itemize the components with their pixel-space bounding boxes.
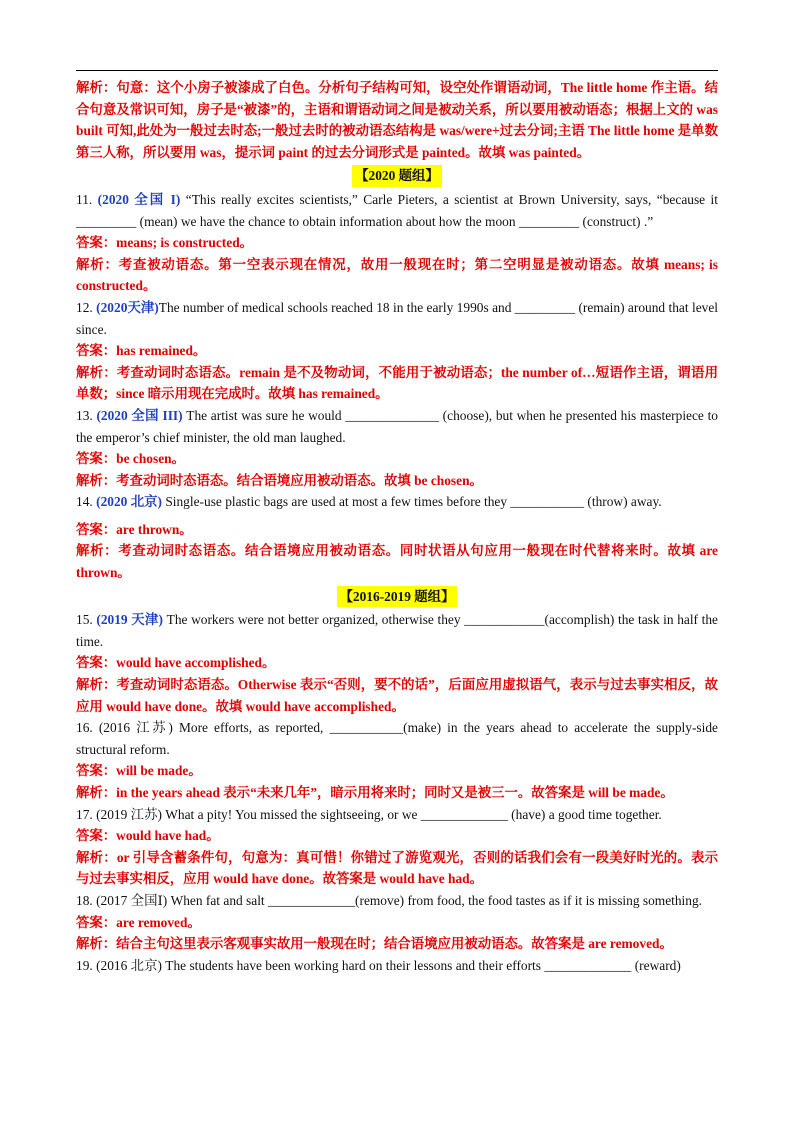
- intro-analysis: 解析：句意：这个小房子被漆成了白色。分析句子结构可知，设空处作谓语动词，The little home 作主语。结合句意及常识可知，房子是“被漆”的，主语和谓语动词之间是被动关系，所以要用被动语态；根据上文的 was built 可知,此处为一般过去时态;一般过去时的被动语态结构是 was/were+过去分词;主语 The little home 是单数第三人称，所以要用 was，提示词 paint 的过去分词形式是 painted。故填 was painted。: [76, 80, 718, 160]
- question-11: [76, 189, 718, 232]
- question-source: (2019 天津): [96, 612, 164, 628]
- analysis-14: 解析：考查动词时态语态。结合语境应用被动语态。同时状语从句应用一般现在时代替将来时。故填 are thrown。: [76, 543, 718, 581]
- answer-16: 答案：will be made。: [76, 763, 202, 779]
- section-label: 【2020 题组】: [352, 165, 442, 187]
- question-text: More efforts, as reported, ___________(make) in the years ahead to accelerate the supply-side structural reform.: [76, 720, 718, 757]
- question-14: [76, 491, 718, 513]
- answer-11: 答案：means; is constructed。: [76, 235, 254, 251]
- question-number: 17. (2019 江苏): [76, 806, 162, 822]
- question-number: 11.: [76, 191, 93, 207]
- question-17: [76, 804, 718, 826]
- analysis-15: 解析：考查动词时态语态。Otherwise 表示“否则，要不的话”，后面应用虚拟语气，表示与过去事实相反，故应用 would have done。故填 would have accomplished。: [76, 677, 718, 714]
- question-number: 15.: [76, 612, 93, 628]
- question-text: What a pity! You missed the sightseeing, or we _____________ (have) a good time together.: [165, 806, 662, 822]
- question-number: 12.: [76, 299, 93, 315]
- header-rule: [76, 70, 718, 71]
- section-label: 【2016-2019 题组】: [337, 586, 458, 608]
- section-heading-2016-2019: [76, 586, 718, 608]
- answer-17: 答案：would have had。: [76, 828, 220, 844]
- question-source: (2020 北京): [96, 494, 162, 510]
- question-18: [76, 890, 718, 912]
- question-source: (2020 全国 III): [96, 407, 183, 423]
- question-text: Single-use plastic bags are used at most a few times before they ___________ (throw) away.: [165, 494, 662, 510]
- question-number: 13.: [76, 407, 93, 423]
- question-15: [76, 609, 718, 652]
- analysis-11: 解析：考查被动语态。第一空表示现在情况，故用一般现在时；第二空明显是被动语态。故填 means; is constructed。: [76, 256, 718, 294]
- question-number: 18. (2017 全国Ⅰ): [76, 892, 168, 908]
- analysis-17: 解析：or 引导含蓄条件句，句意为：真可惜！你错过了游览观光，否则的话我们会有一段美好时光的。表示与过去事实相反，应用 would have done。故答案是 would have had。: [76, 849, 718, 887]
- answer-15: 答案：would have accomplished。: [76, 655, 276, 671]
- analysis-16: 解析：in the years ahead 表示“未来几年”，暗示用将来时；同时又是被三一。故答案是 will be made。: [76, 785, 674, 800]
- answer-13: 答案：be chosen。: [76, 451, 185, 467]
- question-text: The artist was sure he would ______________ (choose), but when he presented his masterpiece to the emperor’s chief minister, the old man laughed.: [76, 407, 718, 445]
- question-13: [76, 405, 718, 448]
- analysis-13: 解析：考查动词时态语态。结合语境应用被动语态。故填 be chosen。: [76, 472, 483, 488]
- answer-18: 答案：are removed。: [76, 914, 201, 930]
- answer-14: 答案：are thrown。: [76, 521, 193, 537]
- question-text: The workers were not better organized, otherwise they ____________(accomplish) the task in half the time.: [76, 612, 718, 649]
- question-text: The students have been working hard on their lessons and their efforts _____________ (reward): [165, 957, 681, 973]
- answer-12: 答案：has remained。: [76, 343, 207, 359]
- question-text: The number of medical schools reached 18 in the early 1990s and _________ (remain) around that level since.: [76, 299, 719, 337]
- question-text: “This really excites scientists,” Carle Pieters, a scientist at Brown University, says, “because it _________ (mean) we have the chance to obtain information about how the moon _________ (construct) .”: [76, 191, 718, 229]
- section-heading-2020: [76, 165, 718, 187]
- question-source: (2020 全国 I): [97, 191, 181, 207]
- question-source: (2020天津): [96, 299, 159, 315]
- question-number: 14.: [76, 494, 93, 510]
- document-page: [76, 70, 718, 976]
- question-number: 19. (2016 北京): [76, 957, 162, 973]
- question-19: [76, 955, 718, 977]
- question-text: When fat and salt _____________(remove) from food, the food tastes as if it is missing something.: [170, 892, 703, 908]
- question-12: [76, 297, 718, 340]
- question-number: 16. (2016 江苏): [76, 720, 173, 736]
- analysis-12: 解析：考查动词时态语态。remain 是不及物动词，不能用于被动语态；the number of…短语作主语，谓语用单数；since 暗示用现在完成时。故填 has remained。: [76, 364, 718, 402]
- question-16: [76, 717, 718, 760]
- analysis-18: 解析：结合主句这里表示客观事实故用一般现在时；结合语境应用被动语态。故答案是 are removed。: [76, 936, 673, 952]
